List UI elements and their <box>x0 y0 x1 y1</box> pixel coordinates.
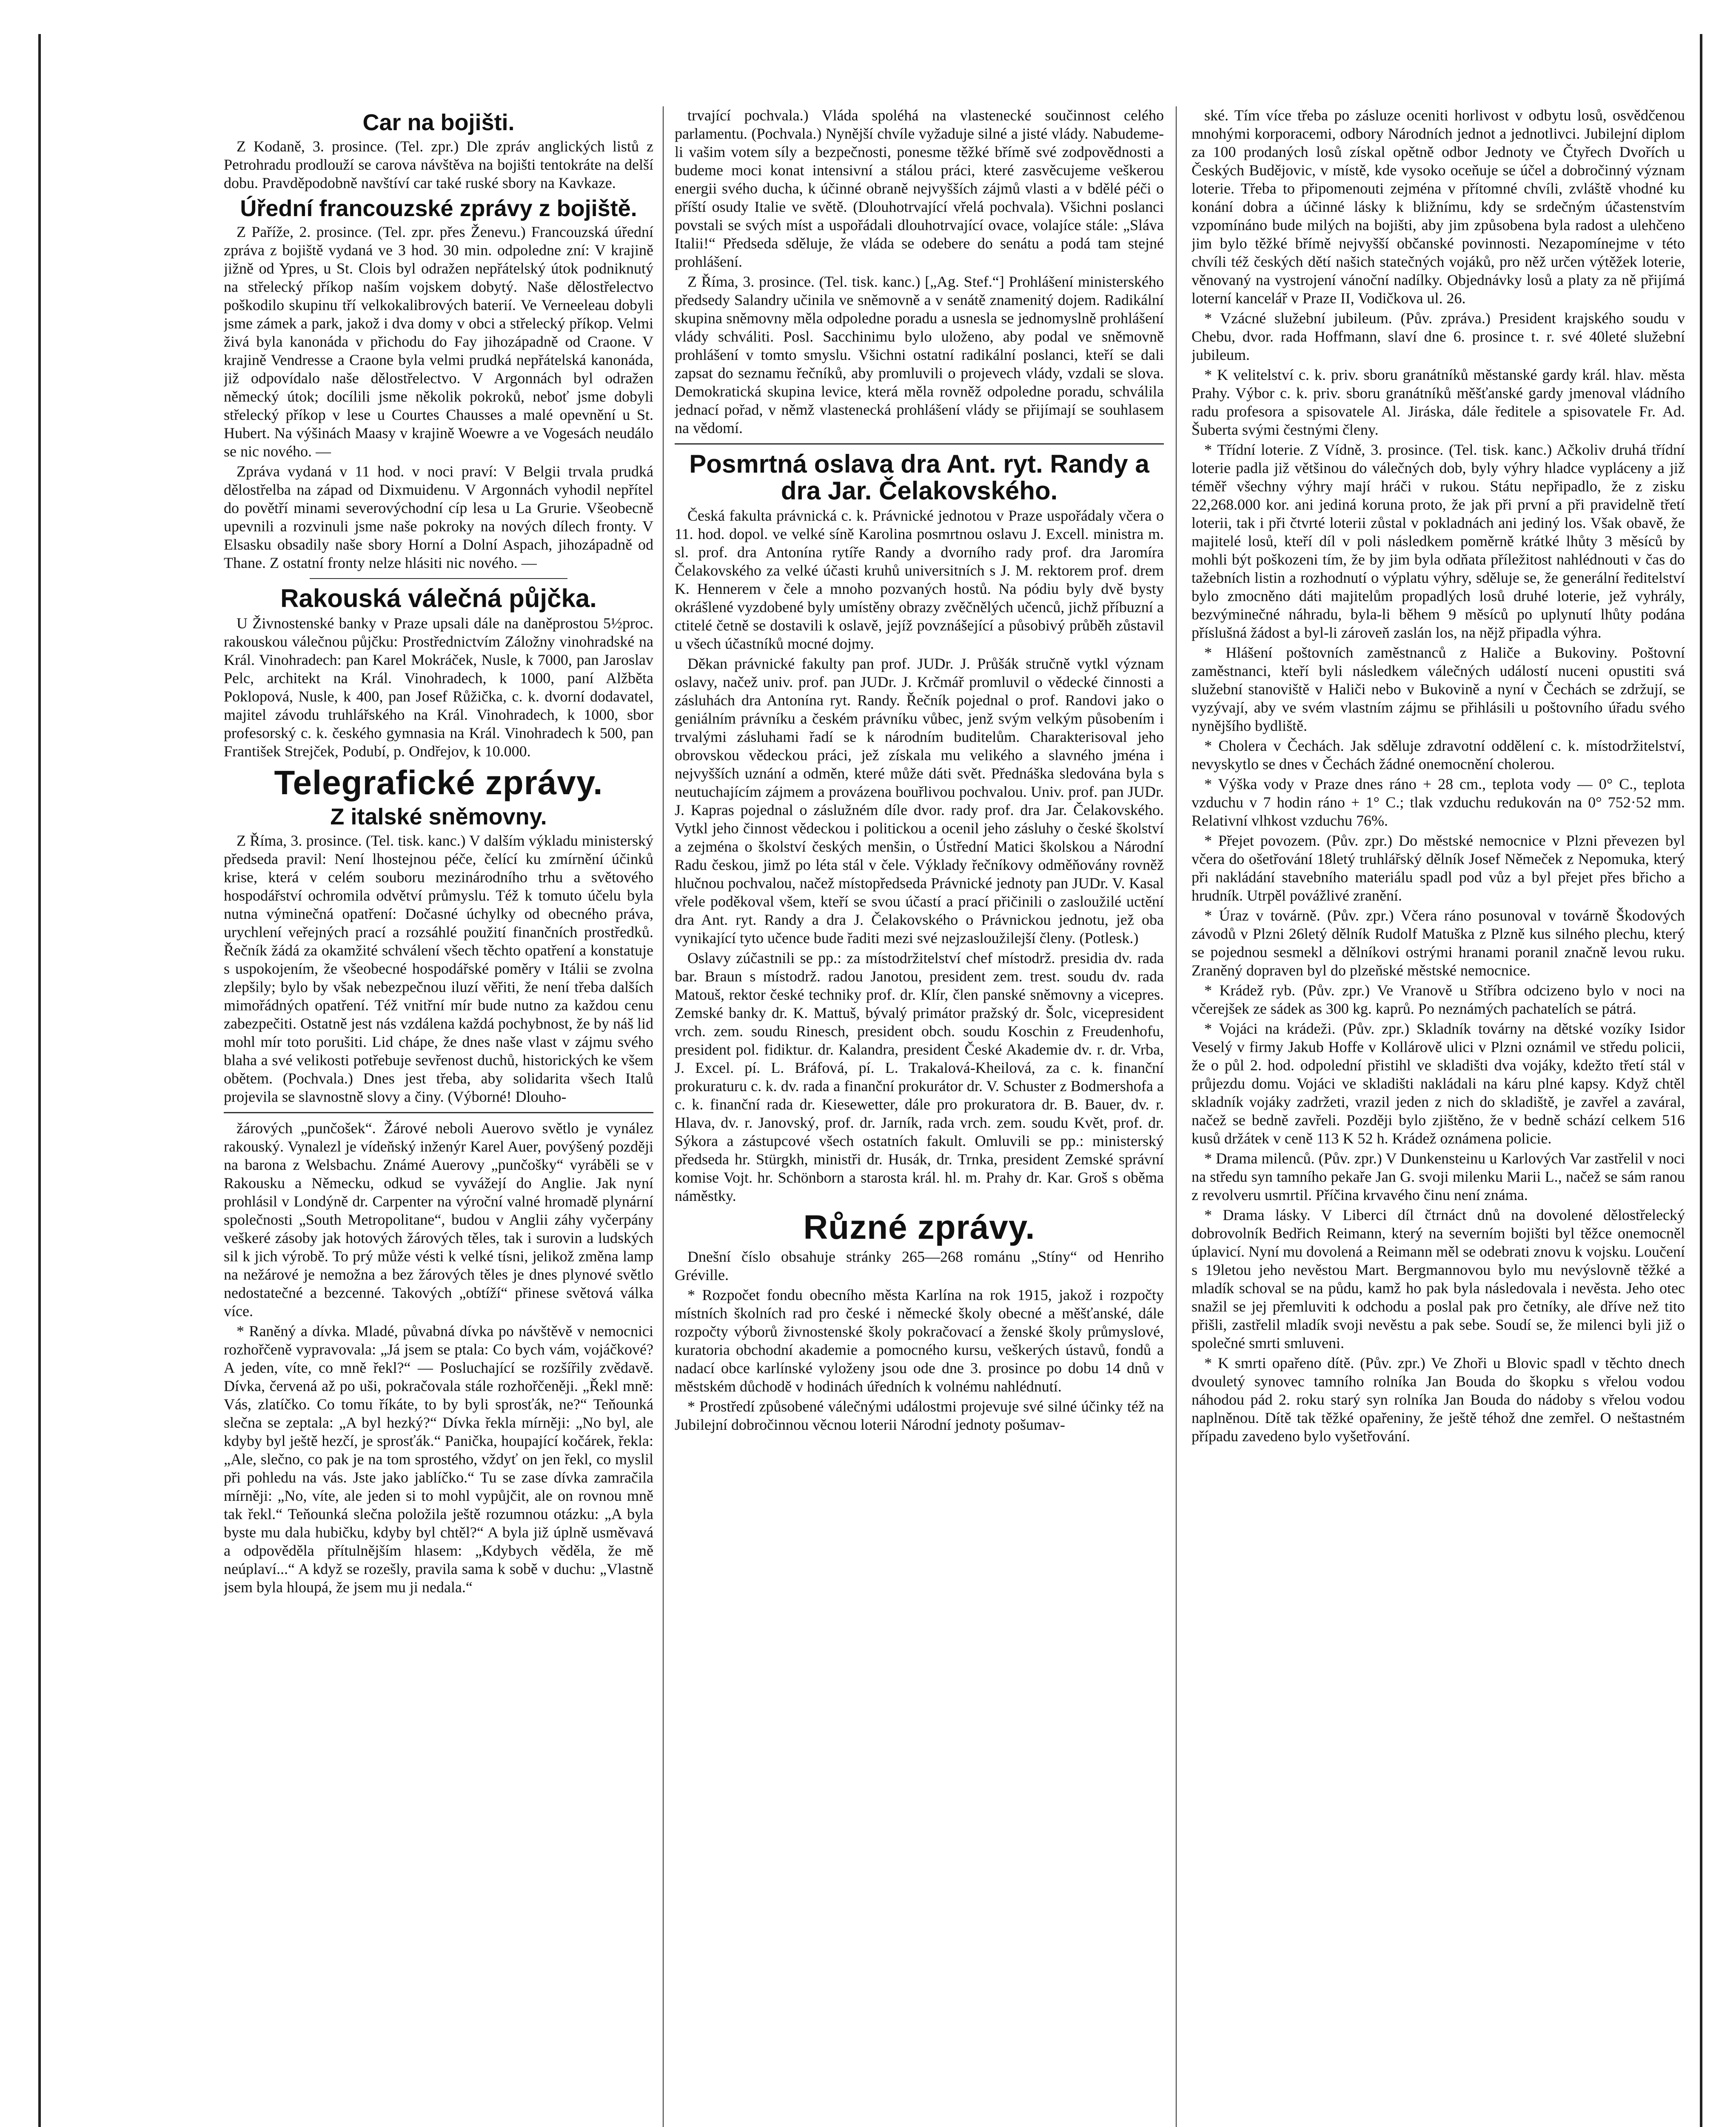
news-item: * Cholera v Čechách. Jak sděluje zdravotní oddělení c. k. místodržitelství, nevyskytlo se dnes v Čechách žádné onemocnění cholerou. <box>1192 737 1685 773</box>
news-item: * Hlášení poštovních zaměstnanců z Haliče a Bukoviny. Poštovní zaměstnanci, kteří byli následkem válečných událostí nuceni opustiti svá služební stanoviště v Haliči nebo v Bukovině a nyní v Čechách se zdržují, se vyzývají, aby ve svém vlastním zájmu se přihlásili u poštovního úřadu svého nynějšího bydliště. <box>1192 644 1685 734</box>
divider <box>675 443 1164 445</box>
issue-notice: Dnešní číslo obsahuje stránky 265—268 románu „Stíny“ od Henriho Gréville. <box>675 1248 1164 1283</box>
news-item: * Přejet povozem. (Pův. zpr.) Do městské nemocnice v Plzni převezen byl včera do ošetřování 18letý truhlářský dělník Josef Němeček z Nepomuka, který při nakládání stavebního materiálu spadl pod vůz a byl přejet přes břicho a hrudník. Utrpěl povážlivé zranění. <box>1192 832 1685 904</box>
headline-posmrtna-oslava: Posmrtná oslava dra Ant. ryt. Randy a dra Jar. Čelakovského. <box>689 450 1149 505</box>
subheadline-italska-snemovna: Z italské sněmovny. <box>330 804 547 830</box>
news-item: * Třídní loterie. Z Vídně, 3. prosince. (Tel. tisk. kanc.) Ačkoliv druhá třídní loterie padla již většinou do válečných dob, byly výhry hladce vypláceny a již téměř všechny výhry mají hráči v rukou. Státu nepřipadlo, že z zisku 22,268.000 kor. ani jediná koruna proto, že jak při první a při pravidelně třetí loterii, tak i při čtvrté loterii zůstal v pokladnách ani jediný los. Však obavě, že majitelé losů, kteří díl v poli následkem poměrně krátké lhůty 3 měsíců by mohli být poškozeni tím, že by jim byla odňata příležitost nahlédnouti v čas do tažebních listin a rozhodnutí o výplatu výhry, sděluje se, že generální ředitelství bylo zmocněno dáti majitelům propadlých losů druhé loterie, jež vyhrály, bezvýminečné náhradu, byla-li během 9 měsíců po uplynutí lhůty podána příslušná žádost a byl-li zároveň zaslán los, na nějž připadla výhra. <box>1192 441 1685 641</box>
article-paragraph: Zpráva vydaná v 11 hod. v noci praví: V Belgii trvala prudká dělostřelba na západ od Dixmuidenu. V Argonnách vyhodil nepřítel do povětří minami severovýchodní cíp lesa u La Grurie. Všeobecně upevnili a rozvinuli jsme naše pokroky na nových dílech fronty. V Elsasku obsadily naše sbory Horní a Dolní Aspach, jihozápadně od Thane. Z ostatní fronty nelze hlásiti nic nového. — <box>224 463 653 572</box>
article-paragraph: Česká fakulta právnická c. k. Právnické jednotou v Praze uspořádaly včera o 11. hod. dopol. ve velké síně Karolina posmrtnou oslavu J. Excell. ministra m. sl. prof. dra Antonína rytíře Randy a dvorního rady prof. dra Jaromíra Čelakovského za velké účasti kruhů universitních s J. M. rektorem prof. drem K. Hennerem v čele a mnoho pozvaných hostů. Na pódiu byly dvě bysty okrášlené vyzdobené byly umístěny obrazy zvěčnělých učenců, jichž příbuzní a ctitelé četně se dostavili k oslavě, jejíž povznášející a působivý průběh zůstavil u všech účastníků mocné dojmy. <box>675 507 1164 652</box>
news-item: * Krádež ryb. (Pův. zpr.) Ve Vranově u Stříbra odcizeno bylo v noci na včerejšek ze sádek as 300 kg. kaprů. Po neznámých pachatelích se pátrá. <box>1192 982 1685 1017</box>
news-item: * K velitelství c. k. priv. sboru granátníků městanské gardy král. hlav. města Prahy. Výbor c. k. priv. sboru granátníků měšťanské gardy jmenoval vládního radu profesora a spisovatele Al. Jiráska, dále ředitele a spisovatele Fr. Ad. Šuberta svými čestnými členy. <box>1192 366 1685 438</box>
column-2 <box>675 106 1164 2127</box>
article-paragraph: U Živnostenské banky v Praze upsali dále na daněprostou 5½proc. rakouskou válečnou půjčku: Prostřednictvím Záložny vinohradské na Král. Vinohradech: pan Karel Mokráček, Nusle, k 7000, pan Jaroslav Pelc, architekt na Král. Vinohradech, k 1000, paní Alžběta Poklopová, Nusle, k 400, pan Josef Růžička, c. k. dvorní dodavatel, majitel závodu truhlářského na Král. Vinohradech, k 1000, sbor profesorský c. k. českého gymnasia na Král. Vinohradech k 500, pan František Strejček, Podubí, p. Ondřejov, k 10.000. <box>224 615 653 760</box>
article-paragraph: Z Říma, 3. prosince. (Tel. tisk. kanc.) V dalším výkladu ministerský předseda pravil: Není lhostejnou péče, čelící ku zmírnění účinků krise, která v celém souboru mezinárodního trhu a světového hospodářství ochromila odvětví průmyslu. Též k tomuto účelu byla nutna výminečná opatření: Dočasné úchylky od obecného práva, urychlení veřejných prací a rozsáhlé použití finančních prostředků. Řečník žádá za okamžité schválení všech těchto opatření a konstatuje s uspokojením, že všeobecné hospodářské poměry v Itálii se zvolna zlepšily; bylo by však nebezpečnou iluzí věřiti, že není třeba dalších mimořádných opatření. Též vnitřní mír bude nutno za každou cenu zabezpečiti. Ostatně jest nás vzdálena každá pochybnost, že by náš lid mohl mír toto porušiti. Lid chápe, že dnes naše vlast v zájmu svého blaha a své velikosti potřebuje sevřenost duchů, historických ke všem obětem. (Pochvala.) Dnes jest třeba, aby solidarita všech Italů projevila se slavnostně slovy a činy. (Výborné! Dlouho- <box>224 832 653 1106</box>
news-item: * K smrti opařeno dítě. (Pův. zpr.) Ve Zhoři u Blovic spadl v těchto dnech dvouletý synovec tamního rolníka Jan Bouda do škopku s vřelou vodou náhodou pád 2. roku starý syn rolníka Jan Bouda do nádoby s vřelou vodou naplněnou. Dítě tak těžké opařeniny, že ještě téhož dne zemřel. O neštastném případu zavedeno bylo vyšetřování. <box>1192 1354 1685 1445</box>
column-3 <box>1192 106 1685 2127</box>
headline-francouzske-zpravy: Úřední francouzské zprávy z bojiště. <box>240 195 637 221</box>
article-paragraph: trvající pochvala.) Vláda spoléhá na vlastenecké součinnost celého parlamentu. (Pochvala.) Nynější chvíle vyžaduje silné a jisté vlády. Nabudeme-li vašim votem síly a bezpečnosti, ponesme těžké břímě své zodpovědnosti a budeme moci konat intensivní a stálou práci, které zasvěcujeme veškerou energii svého ducha, k účinné obraně nejvyšších zájmů vlasti a v bdělé péči o příští osudy Italie ve světě. (Dlouhotrvající vřelá pochvala). Všichni poslanci povstali se svých míst a uspořádali dlouhotrvající ovace, volajíce stále: „Sláva Italii!“ Předseda sděluje, že vláda se odebere do senátu a podá tam stejné prohlášení. <box>675 107 1164 270</box>
news-item: * Výška vody v Praze dnes ráno + 28 cm., teplota vody — 0° C., teplota vzduchu v 7 hodin ráno + 1° C.; tlak vzduchu redukován na 0° 752·52 mm. Relativní vlhkost vzduchu 76%. <box>1192 776 1685 829</box>
headline-ruzne-zpravy: Různé zprávy. <box>803 1208 1035 1246</box>
column-divider <box>1176 106 1177 2127</box>
newspaper-page <box>38 34 1702 2127</box>
news-item: * Drama milenců. (Pův. zpr.) V Dunkensteinu u Karlových Var zastřelil v noci na středu syn tamního pekaře Jan G. svoji milenku Marii L., načež se sám ranou z revolveru usmrtil. Příčina krvavého činu není známa. <box>1192 1150 1685 1203</box>
article-paragraph: Z Paříže, 2. prosince. (Tel. zpr. přes Ženevu.) Francouzská úřední zpráva z bojiště vydaná ve 3 hod. 30 min. odpoledne zní: V krajině jižně od Ypres, u St. Clois byl odražen nepřátelský útok podniknutý na střelecký příkop naším vojskem dobytý. Naše dělostřelectvo poškodilo skupinu tří velkokalibrových baterií. Ve Verneeleau dobyli jsme zámek a park, jakož i dva domy v obci a střelecký příkop. Velmi živá byla kanonáda v přichodu do Fay jihozápadně od Craone. V krajině Vendresse a Craone byla velmi prudká nepřátelská kanonáda, již odpovídalo naše dělostřelectvo. V Argonnách byl odražen německý útok; docílili jsme několik pokroků, neboť jsme dobyli střelecký příkop v lese u Courtes Chausses a malé opevnění u St. Hubert. Na výšinách Maasy v krajině Woewre a ve Vogesách neudálo se nic nového. — <box>224 223 653 460</box>
news-item: * Drama lásky. V Liberci díl čtrnáct dnů na dovolené dělostřelecký dobrovolník Bedřich Reimann, který na severním bojišti byl těžce onemocněl úplavicí. Nyní mu dovolená a Reimann měl se odebrati znovu k vojsku. Loučení s 19letou jeho nevěstou Mart. Bergmannovou bylo mu nevýslovně těžké a mladík schoval se na půdu, kamž ho pak byla následovala i nevěsta. Jeho otec snažil se jej přemluviti k odchodu a poslal pak pro četníky, ale dříve než tito přišli, zastřelil mladík svoji nevěstu a pak sebe. Soudí se, že milenci byli již o společné smrti smluveni. <box>1192 1206 1685 1351</box>
divider <box>224 1112 653 1113</box>
article-paragraph: Oslavy zúčastnili se pp.: za místodržitelství chef místodrž. presidia dv. rada bar. Braun s místodrž. radou Janotou, president zem. trest. soudu dv. rada Matouš, rektor české techniky prof. dr. Klír, člen panské sněmovny a vicepres. Zemské banky dr. K. Mattuš, bývalý primátor pražský dr. Šolc, vicepresident vrch. zem. soudu Rinesch, president obch. soudu Koschin z Freudenhofu, president pol. fidiktur. dr. Kalandra, president České Akademie dv. r. dr. Vrba, J. Excel. pí. L. Bráfová, pí. L. Trakalová-Kheilová, za c. k. finanční prokuraturu c. k. dv. rada a finanční prokurátor dr. V. Schuster z Bodmershofa a c. k. finanční rada dr. Kiesewetter, dále pro prokuratora dr. B. Bauer, dv. r. Hlava, dv. r. Janovský, prof. dr. Jarník, rada vrch. zem. soudu Květ, prof. dr. Sýkora a zástupcové všech ostatních fakult. Omluvili se pp.: ministerský předseda hr. Stürgkh, ministři dr. Husák, dr. Trnka, president Zemské správní komise Vojt. hr. Schönborn a starosta král. hl. m. Prahy dr. Kar. Groš s oběma náměstky. <box>675 949 1164 1204</box>
article-paragraph: Z Říma, 3. prosince. (Tel. tisk. kanc.) [„Ag. Stef.“] Prohlášení ministerského předsedy Salandry učinila ve sněmovně a v senátě znamenitý dojem. Radikální skupina sněmovny měla odpoledne poradu a usnesla se jednomyslně prohlášení vlády schváliti. Posl. Sacchinimu bylo uloženo, aby podal ve sněmovně prohlášení v tomto smyslu. Všichni ostatní radikální poslanci, kteří se dali zapsat do seznamu řečníků, aby promluvili o projevech vlády, vzdali se slova. Demokratická skupina levice, která měla rovněž odpoledne poradu, schválila jednací pořad, v němž vlastenecká prohlášení vlády se přijímají se souhlasem na vědomí. <box>675 273 1164 436</box>
news-item: * Vojáci na krádeži. (Pův. zpr.) Skladník továrny na dětské vozíky Isidor Veselý v firmy Jakub Hoffe v Kollárově ulici v Plzni oznámil ve středu policii, že o půl 2. hod. odpolední přistihl ve skladišti dva vojáky, kdežto třetí stál v průjezdu domu. Vojáci ve skladišti nakládali na káru plné kapsy. Když chtěl skladník vojáky zadržeti, vrazil jeden z nich do skladiště, je zavřel a zaváral, načež se bedně zavřeli. Později bylo zjištěno, že v bedně schází celkem 516 kusů držátek v ceně 113 K 52 h. Krádež oznámena policie. <box>1192 1020 1685 1147</box>
news-item: * Rozpočet fondu obecního města Karlína na rok 1915, jakož i rozpočty místních školních rad pro české i německé školy obecné a měšťanské, dále rozpočty výborů živnostenské školy pokračovací a ženské školy průmyslové, kuratoria obchodní akademie a pomocného kursu, veškerých ústavů, fondů a nadací obce karlínské vyloženy jsou ode dne 3. prosince po dobu 14 dnů v městském důchodě v hodinách úředních k volnému nahlédnutí. <box>675 1286 1164 1395</box>
news-item: * Vzácné služební jubileum. (Pův. zpráva.) President krajského soudu v Chebu, dvor. rada Hoffmann, slaví dne 6. prosince t. r. své 40leté služební jubileum. <box>1192 310 1685 363</box>
headline-telegraficke-zpravy: Telegrafické zprávy. <box>274 764 603 802</box>
news-item: * Prostředí způsobené válečnými událostmi projevuje své silné účinky též na Jubilejní dobročinnou věcnou loterii Národní jednoty pošumav- <box>675 1398 1164 1433</box>
column-1 <box>224 106 653 2127</box>
headline-car-na-bojisti: Car na bojišti. <box>362 110 515 135</box>
news-item: ské. Tím více třeba po zásluze oceniti horlivost v odbytu losů, osvědčenou mnohými korporacemi, odbory Národních jednot a jednotlivci. Jubilejní diplom za 100 prodaných losů získal opětně odbor Jednoty ve Čtyřech Dvořích u Českých Budějovic, v místě, kde vysoko oceňuje se účel a dobročinný význam loterie. Třeba to připomenouti zejména v přítomné chvíli, zvláště vhodné ku konání dobra a účinné lásky k bližnímu, kdy se srdečným účastenstvím vzpomínáno bude milých na bojišti, aby jim způsobena byla radost a ulehčeno jim bylo těžké břímě nejvyšší občanské povinnosti. Nezapomínejme v této chvíli též českých dětí našich statečných vojáků, pro něž určen výtěžek loterie, věnovaný na vystrojení vánoční nadílky. Objednávky losů a platy za ně přijímá loterní kancelář v Praze II, Vodičkova ul. 26. <box>1192 107 1685 307</box>
news-item: * Úraz v továrně. (Pův. zpr.) Včera ráno posunoval v továrně Škodových závodů v Plzni 26letý dělník Rudolf Matuška z Plzně kus silného plechu, který se pojednou sesmekl a dělníkovi ostrými hranami poranil značně levou ruku. Zraněný dopraven byl do plzeňské městské nemocnice. <box>1192 907 1685 979</box>
article-paragraph: Z Kodaně, 3. prosince. (Tel. zpr.) Dle zpráv anglických listů z Petrohradu prodlouží se carova návštěva na bojišti tentokráte na delší dobu. Pravděpodobně navštíví car také ruské sbory na Kavkaze. <box>224 137 653 191</box>
article-paragraph: Děkan právnické fakulty pan prof. JUDr. J. Průšák stručně vytkl význam oslavy, načež univ. prof. pan JUDr. J. Krčmář promluvil o vědecké činnosti a zásluhách dra Antonína ryt. Randy. Řečník pojednal o prof. Randovi jako o geniálním právníku a českém právníku vůbec, jenž svým velkým působením i trvalými zásluhami řadí se k národním buditelům. Charakterisoval jeho obrovskou vědeckou práci, jež získala mu velikého a slavného jména i nejvyšších uznání a odměn, které může dáti svět. Přednáška sledována byla s neutuchajícím zájmem a provázena bouřlivou pochvalou. Univ. prof. pan JUDr. J. Kapras pojednal o záslužném díle dvor. rady prof. dra Jar. Čelakovského. Vytkl jeho činnost vědeckou i politickou a ocenil jeho zásluhy o české školství a zejména o školství českých menšin, o Ústřední Matici školskou a Národní Radu českou, jimž po léta stál v čele. Výklady řečníkovy odměňovány rovněž hlučnou pochvalou, načež místopředseda Právnické jednoty pan JUDr. V. Kasal vřele poděkoval všem, kteří se svou účastí a prací přičinili o zasloužilé uctění dra Ant. ryt. Randy a dra J. Čelakovského o Právnickou jednotu, jež oba vynikající tyto učence bude řaditi mezi své nejzasloužilejší členy. (Potlesk.) <box>675 655 1164 947</box>
divider <box>310 578 567 579</box>
column-divider <box>663 106 664 2127</box>
feuilleton-paragraph: * Raněný a dívka. Mladé, půvabná dívka po návštěvě v nemocnici rozhořčeně vypravovala: „Já jsem se ptala: Co bych vám, vojáčkové? A jeden, víte, co mně řekl?“ — Posluchající se rozšířily zvědavě. Dívka, červená až po uši, pokračovala stále rozhořčeněji. „Řekl mně: Vás, zlatíčko. Co tomu říkáte, to by byli sprosťák, ne?“ Teňounká slečna se zeptala: „A byl hezký?“ Dívka řekla mírněji: „No byl, ale kdyby byl ještě hezčí, je sprosťák.“ Panička, houpající kočárek, řekla: „Ale, slečno, co pak je na tom sprostého, vždyť on jen řekl, co myslil při pohledu na vás. Jste jako jablíčko.“ Tu se zase dívka zamračila mírněji: „No, víte, ale jeden si to mohl vypůjčit, ale on rovnou mně tak řekl.“ Teňounká slečna položila ještě rozumnou otázku: „A byla byste mu dala hubičku, kdyby byl chtěl?“ A byla již úplně usměvavá a odpověděla přítulnějším hlasem: „Kdybych věděla, že mě neúplaví...“ A když se rozešly, pravila sama k sobě v duchu: „Vlastně jsem byla hloupá, že jsem mu ji nedala.“ <box>224 1323 653 1596</box>
feuilleton-paragraph: žárových „punčošek“. Žárové neboli Auerovo světlo je vynález rakouský. Vynalezl je vídeňský inženýr Karel Auer, povýšený později na barona z Welsbachu. Známé Auerovy „punčošky“ vyráběli se v Rakousku a Německu, odkud se vyvážejí do Anglie. Jak nyní prohlásil v Londýně dr. Carpenter na výroční valné hromadě plynární společnosti „South Metropolitane“, budou v Anglii záhy vyčerpány veškeré zásoby jak hotových žárových těles, tak i surovin a ludských sil k jich výrobě. To prý může vésti k velké tísni, jelikož změna lamp na nežárové je nemožna a bez žárových těles je dnes plynové světlo nedostatečné a bezcenné. Takových „obtíží“ přinese světová válka více. <box>224 1120 653 1320</box>
headline-valecna-pujcka: Rakouská válečná půjčka. <box>280 584 597 613</box>
